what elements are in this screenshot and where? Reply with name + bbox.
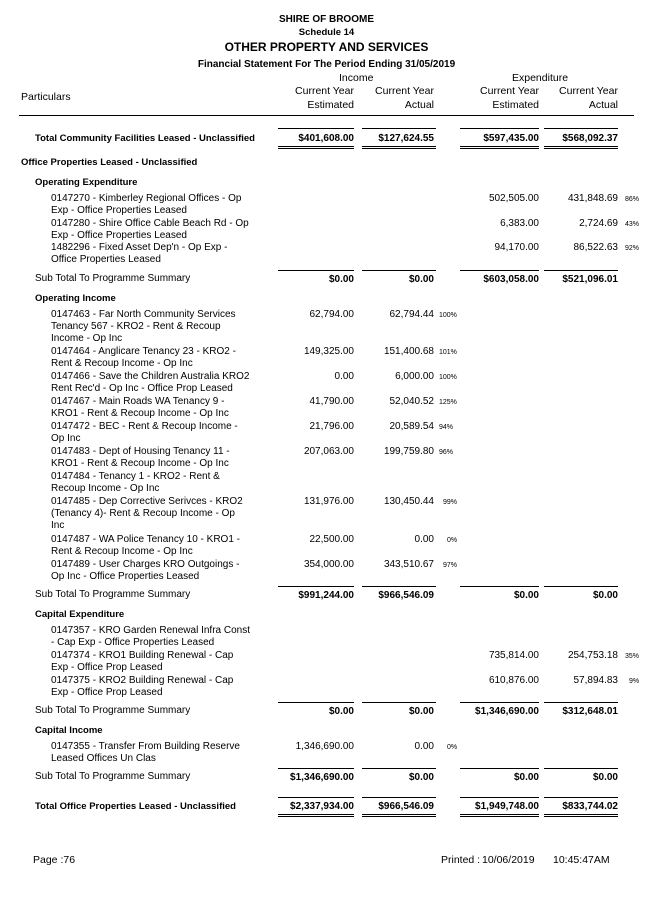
row-desc-line: 0147375 - KRO2 Building Renewal - Cap <box>51 675 234 686</box>
row-desc-line: Rent & Recoup Income - Op Inc <box>51 358 193 369</box>
inc-act-value: 151,400.68 <box>383 346 434 357</box>
page-number: Page :76 <box>33 854 76 866</box>
subtotal-exp-act: $0.00 <box>592 772 618 783</box>
row-desc-line: (Tenancy 4)- Rent & Recoup Income - Op <box>51 508 235 519</box>
printed-time: 10:45:47AM <box>553 854 610 866</box>
row-desc-line: Rent Rec'd - Op Inc - Office Prop Leased <box>51 383 233 394</box>
list-item <box>51 396 229 420</box>
rule <box>544 797 618 798</box>
rule <box>362 702 436 703</box>
capital-expenditure-heading: Capital Expenditure <box>35 609 125 620</box>
row-desc-line: Op Inc <box>51 433 81 444</box>
rule <box>278 270 354 271</box>
total-community-exp-est: $597,435.00 <box>483 133 539 144</box>
row-desc-line: Exp - Office Properties Leased <box>51 205 187 216</box>
row-desc-line: 0147487 - WA Police Tenancy 10 - KRO1 - <box>51 534 240 545</box>
percent-value: 94% <box>439 424 454 431</box>
capital-income-heading: Capital Income <box>35 725 103 736</box>
subtotal-exp-est: $0.00 <box>513 772 539 783</box>
row-desc-line: 0147484 - Tenancy 1 - KRO2 - Rent & <box>51 471 220 482</box>
list-item <box>51 218 249 242</box>
rule <box>460 768 539 769</box>
subtotal-inc-act: $0.00 <box>408 706 434 717</box>
header-line: Actual <box>404 99 434 111</box>
header-line: Estimated <box>307 99 354 111</box>
subtotal-inc-est: $0.00 <box>328 274 354 285</box>
row-desc-line: 0147463 - Far North Community Services <box>51 309 236 320</box>
subtotal-exp-act: $312,648.01 <box>562 706 618 717</box>
total-office-exp-est: $1,949,748.00 <box>475 801 539 812</box>
rule <box>544 586 618 587</box>
row-desc-line: KRO1 - Rent & Recoup Income - Op Inc <box>51 408 229 419</box>
operating-income-heading: Operating Income <box>35 293 116 304</box>
report-period: Financial Statement For The Period Ending 31/05/2019 <box>197 59 456 70</box>
rule <box>460 128 539 129</box>
list-item <box>51 446 230 470</box>
rule <box>362 270 436 271</box>
inc-act-value: 0.00 <box>414 534 434 545</box>
double-rule <box>460 814 539 817</box>
header-line: Current Year <box>375 85 434 97</box>
list-item <box>51 741 240 765</box>
income-estimated-header <box>268 84 354 112</box>
inc-act-value: 0.00 <box>414 741 434 752</box>
double-rule <box>362 814 436 817</box>
row-desc-line: Exp - Office Properties Leased <box>51 230 187 241</box>
subtotal-exp-act: $0.00 <box>592 590 618 601</box>
total-community-inc-est: $401,608.00 <box>298 133 354 144</box>
percent-value: 100% <box>439 374 457 381</box>
percent-value: 43% <box>625 221 640 228</box>
exp-act-value: 2,724.69 <box>579 218 618 229</box>
subtotal-inc-act: $0.00 <box>408 772 434 783</box>
percent-value: 0% <box>447 744 458 751</box>
list-item <box>51 471 220 495</box>
total-office-label: Total Office Properties Leased - Unclassified <box>35 801 236 812</box>
rule <box>362 586 436 587</box>
row-desc-line: 1482296 - Fixed Asset Dep'n - Op Exp - <box>51 242 228 253</box>
expenditure-group-header: Expenditure <box>512 72 569 84</box>
list-item <box>51 371 249 395</box>
rule <box>460 797 539 798</box>
inc-act-value: 130,450.44 <box>383 496 434 507</box>
header-rule <box>19 115 634 116</box>
row-desc-line: 0147466 - Save the Children Australia KRO2 <box>51 371 250 382</box>
double-rule <box>278 146 354 149</box>
row-desc-line: 0147357 - KRO Garden Renewal Infra Const <box>51 625 250 636</box>
total-community-exp-act: $568,092.37 <box>562 133 618 144</box>
inc-act-value: 6,000.00 <box>395 371 434 382</box>
header-line: Current Year <box>295 85 354 97</box>
subtotal-exp-est: $1,346,690.00 <box>475 706 539 717</box>
rule <box>278 797 354 798</box>
row-desc-line: Income - Op Inc <box>51 333 123 344</box>
exp-est-value: 94,170.00 <box>494 242 539 253</box>
subtotal-inc-est: $0.00 <box>328 706 354 717</box>
list-item <box>51 559 239 583</box>
header-line: Current Year <box>480 85 539 97</box>
subtotal-exp-act: $521,096.01 <box>562 274 618 285</box>
percent-value: 35% <box>625 653 640 660</box>
printed-date: 10/06/2019 <box>482 854 535 866</box>
row-desc-line: 0147472 - BEC - Rent & Recoup Income - <box>51 421 238 432</box>
subtotal-label: Sub Total To Programme Summary <box>35 771 191 782</box>
rule <box>544 128 618 129</box>
inc-est-value: 1,346,690.00 <box>295 741 354 752</box>
row-desc-line: Exp - Office Prop Leased <box>51 662 163 673</box>
rule <box>278 768 354 769</box>
list-item <box>51 534 240 558</box>
inc-act-value: 62,794.44 <box>389 309 434 320</box>
rule <box>362 128 436 129</box>
operating-expenditure-heading: Operating Expenditure <box>35 177 138 188</box>
total-office-inc-act: $966,546.09 <box>378 801 434 812</box>
list-item <box>51 346 236 370</box>
double-rule <box>544 814 618 817</box>
rule <box>278 586 354 587</box>
inc-act-value: 52,040.52 <box>389 396 434 407</box>
income-actual-header <box>348 84 434 112</box>
inc-act-value: 20,589.54 <box>389 421 434 432</box>
total-community-inc-act: $127,624.55 <box>378 133 434 144</box>
exp-act-value: 431,848.69 <box>567 193 618 204</box>
row-desc-line: 0147270 - Kimberley Regional Offices - Op <box>51 193 242 204</box>
subtotal-label: Sub Total To Programme Summary <box>35 273 191 284</box>
expenditure-estimated-header <box>453 84 539 112</box>
rule <box>362 768 436 769</box>
row-desc-line: - Cap Exp - Office Properties Leased <box>51 637 215 648</box>
header-line: Actual <box>588 99 618 111</box>
row-desc-line: Exp - Office Prop Leased <box>51 687 163 698</box>
subtotal-label: Sub Total To Programme Summary <box>35 705 191 716</box>
inc-est-value: 131,976.00 <box>303 496 354 507</box>
double-rule <box>362 146 436 149</box>
subtotal-label: Sub Total To Programme Summary <box>35 589 191 600</box>
rule <box>460 702 539 703</box>
total-office-exp-act: $833,744.02 <box>562 801 618 812</box>
inc-est-value: 354,000.00 <box>303 559 354 570</box>
inc-act-value: 343,510.67 <box>383 559 434 570</box>
row-desc-line: Tenancy 567 - KRO2 - Rent & Recoup <box>51 321 221 332</box>
subtotal-inc-act: $0.00 <box>408 274 434 285</box>
report-title: OTHER PROPERTY AND SERVICES <box>224 40 429 54</box>
row-desc-line: Recoup Income - Op Inc <box>51 483 160 494</box>
inc-act-value: 199,759.80 <box>383 446 434 457</box>
exp-act-value: 254,753.18 <box>567 650 618 661</box>
subtotal-inc-est: $1,346,690.00 <box>290 772 354 783</box>
row-desc-line: 0147483 - Dept of Housing Tenancy 11 - <box>51 446 230 457</box>
subtotal-inc-est: $991,244.00 <box>298 590 354 601</box>
exp-est-value: 502,505.00 <box>488 193 539 204</box>
subtotal-inc-act: $966,546.09 <box>378 590 434 601</box>
row-desc-line: 0147485 - Dep Corrective Serivces - KRO2 <box>51 496 243 507</box>
percent-value: 100% <box>439 312 457 319</box>
exp-est-value: 735,814.00 <box>488 650 539 661</box>
row-desc-line: 0147467 - Main Roads WA Tenancy 9 - <box>51 396 225 407</box>
income-group-header: Income <box>339 72 374 84</box>
rule <box>460 270 539 271</box>
row-desc-line: KRO1 - Rent & Recoup Income - Op Inc <box>51 458 229 469</box>
inc-est-value: 149,325.00 <box>303 346 354 357</box>
row-desc-line: 0147464 - Anglicare Tenancy 23 - KRO2 - <box>51 346 236 357</box>
expenditure-actual-header <box>532 84 618 112</box>
inc-est-value: 62,794.00 <box>309 309 354 320</box>
rule <box>544 270 618 271</box>
rule <box>278 128 354 129</box>
percent-value: 92% <box>625 245 640 252</box>
org-name: SHIRE OF BROOME <box>278 14 374 25</box>
exp-est-value: 610,876.00 <box>488 675 539 686</box>
row-desc-line: Leased Offices Un Clas <box>51 753 156 764</box>
double-rule <box>544 146 618 149</box>
double-rule <box>460 146 539 149</box>
row-desc-line: 0147355 - Transfer From Building Reserve <box>51 741 240 752</box>
section-title: Office Properties Leased - Unclassified <box>21 157 198 168</box>
row-desc-line: Inc <box>51 520 65 531</box>
subtotal-exp-est: $0.00 <box>513 590 539 601</box>
double-rule <box>278 814 354 817</box>
subtotal-exp-est: $603,058.00 <box>483 274 539 285</box>
header-line: Estimated <box>492 99 539 111</box>
schedule-label: Schedule 14 <box>298 27 355 38</box>
list-item <box>51 242 227 266</box>
inc-est-value: 207,063.00 <box>303 446 354 457</box>
rule <box>278 702 354 703</box>
list-item <box>51 496 243 532</box>
list-item <box>51 650 233 674</box>
row-desc-line: Rent & Recoup Income - Op Inc <box>51 546 193 557</box>
list-item <box>51 675 233 699</box>
exp-act-value: 86,522.63 <box>573 242 618 253</box>
rule <box>544 702 618 703</box>
percent-value: 97% <box>443 562 458 569</box>
exp-est-value: 6,383.00 <box>500 218 539 229</box>
particulars-header: Particulars <box>21 91 71 103</box>
total-community-label: Total Community Facilities Leased - Unclassified <box>35 133 255 144</box>
printed-label: Printed : <box>441 854 481 866</box>
percent-value: 0% <box>447 537 458 544</box>
rule <box>362 797 436 798</box>
row-desc-line: 0147374 - KRO1 Building Renewal - Cap <box>51 650 234 661</box>
exp-act-value: 57,894.83 <box>573 675 618 686</box>
total-office-inc-est: $2,337,934.00 <box>290 801 354 812</box>
list-item <box>51 625 250 649</box>
percent-value: 101% <box>439 349 457 356</box>
row-desc-line: 0147489 - User Charges KRO Outgoings - <box>51 559 240 570</box>
percent-value: 125% <box>439 399 457 406</box>
list-item <box>51 421 238 445</box>
inc-est-value: 0.00 <box>334 371 354 382</box>
row-desc-line: 0147280 - Shire Office Cable Beach Rd - Op <box>51 218 249 229</box>
inc-est-value: 41,790.00 <box>309 396 354 407</box>
percent-value: 9% <box>629 678 640 685</box>
rule <box>460 586 539 587</box>
percent-value: 96% <box>439 449 454 456</box>
inc-est-value: 21,796.00 <box>309 421 354 432</box>
row-desc-line: Op Inc - Office Properties Leased <box>51 571 200 582</box>
list-item <box>51 193 241 217</box>
row-desc-line: Office Properties Leased <box>51 254 161 265</box>
list-item <box>51 309 236 345</box>
rule <box>544 768 618 769</box>
header-line: Current Year <box>559 85 618 97</box>
percent-value: 86% <box>625 196 640 203</box>
inc-est-value: 22,500.00 <box>309 534 354 545</box>
percent-value: 99% <box>443 499 458 506</box>
